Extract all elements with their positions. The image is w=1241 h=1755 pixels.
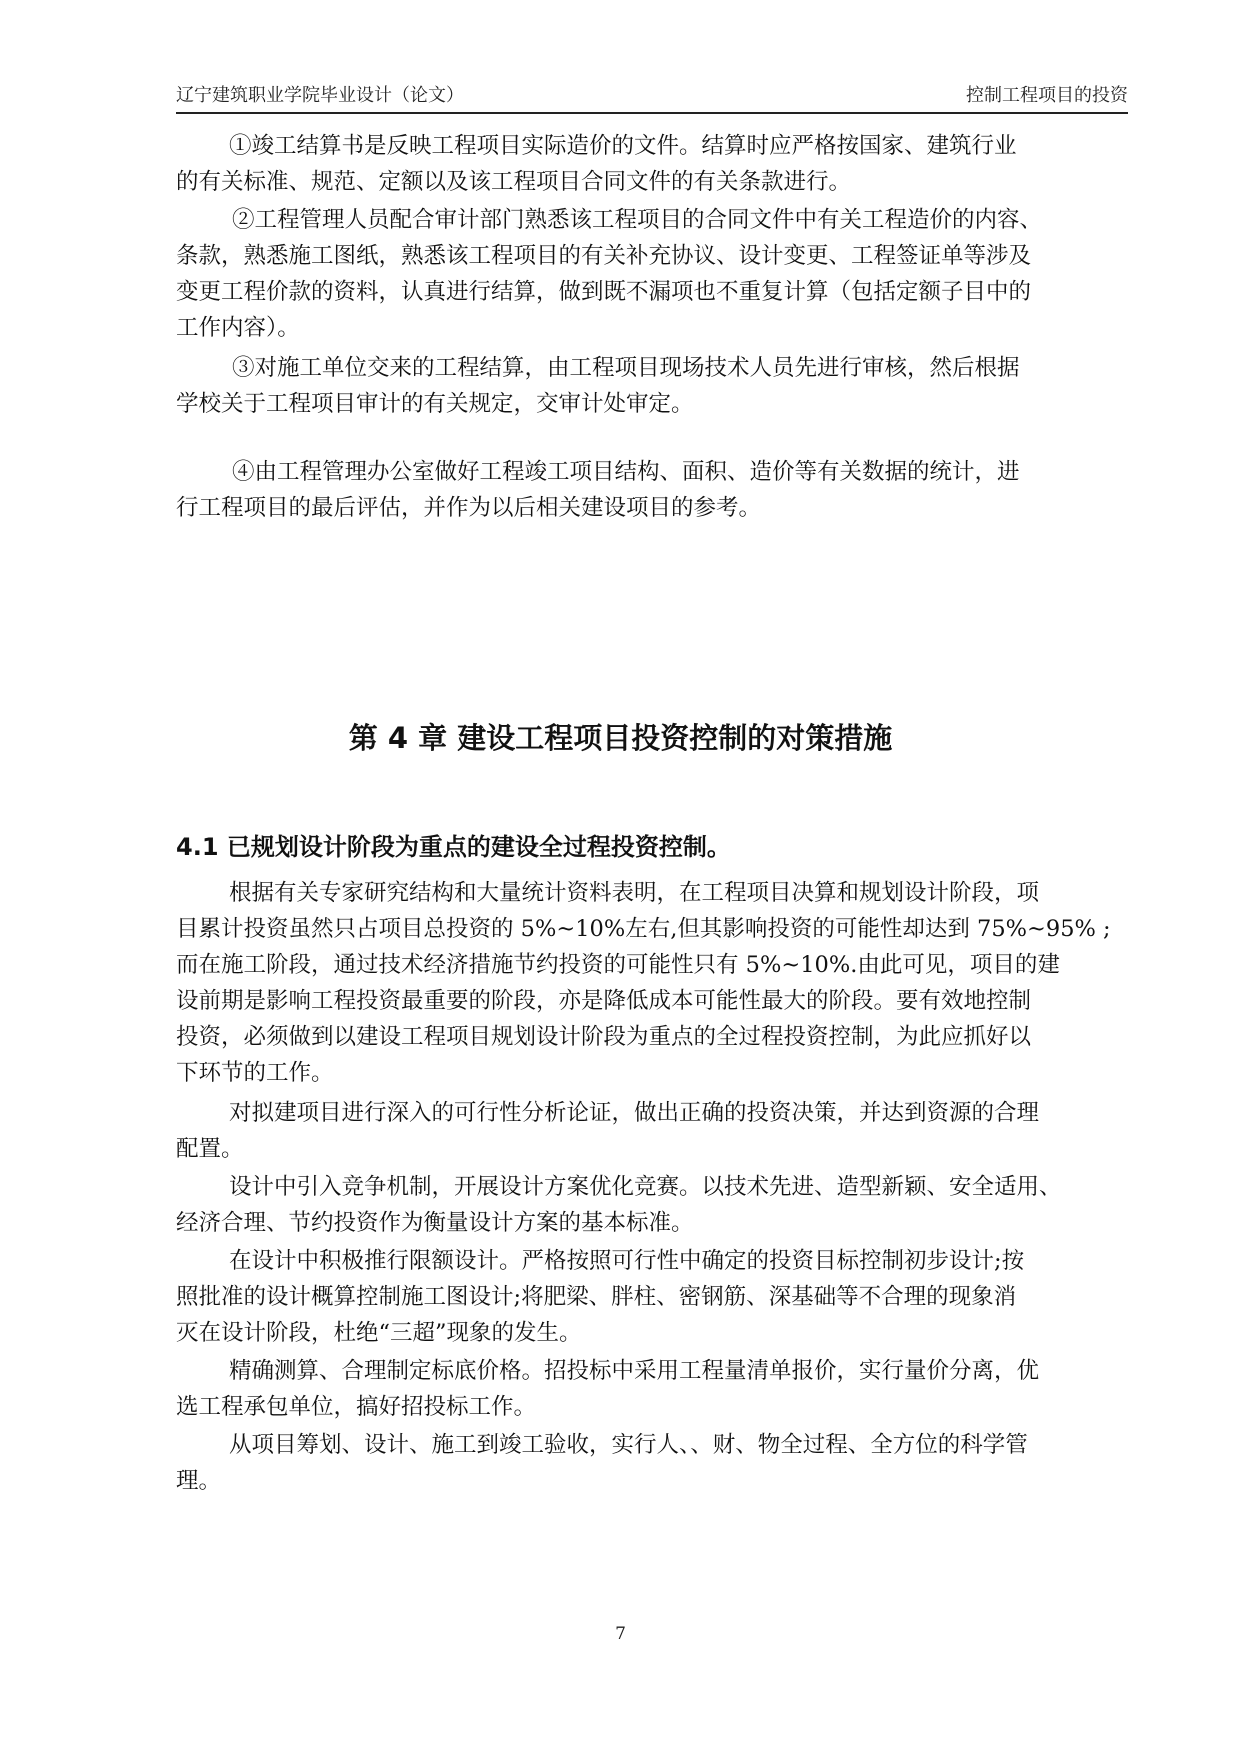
paragraph-line: 从项目筹划、设计、施工到竣工验收，实行人、、财、物全过程、全方位的科学管 bbox=[229, 1432, 1028, 1458]
section-paragraph-6 bbox=[176, 1427, 1134, 1499]
paragraph-line: 根据有关专家研究结构和大量统计资料表明，在工程项目决算和规划设计阶段，项 bbox=[229, 880, 1040, 906]
paragraph-line: ④由工程管理办公室做好工程竣工项目结构、面积、造价等有关数据的统计，进 bbox=[232, 459, 1020, 485]
paragraph-line: 对拟建项目进行深入的可行性分析论证，做出正确的投资决策，并达到资源的合理 bbox=[229, 1100, 1040, 1126]
paragraph-line: 目累计投资虽然只占项目总投资的 5%~10%左右,但其影响投资的可能性却达到 75%~95% ; bbox=[176, 916, 1111, 942]
paragraph-line: 学校关于工程项目审计的有关规定，交审计处审定。 bbox=[176, 391, 694, 417]
paragraph-line: 条款，熟悉施工图纸，熟悉该工程项目的有关补充协议、设计变更、工程签证单等涉及 bbox=[176, 243, 1032, 269]
page-number: 7 bbox=[615, 1624, 626, 1644]
paragraph-line: 下环节的工作。 bbox=[176, 1060, 334, 1086]
header-chapter-topic: 控制工程项目的投资 bbox=[966, 85, 1128, 106]
paragraph-line: 设前期是影响工程投资最重要的阶段，亦是降低成本可能性最大的阶段。要有效地控制 bbox=[176, 988, 1032, 1014]
section-paragraph-2 bbox=[176, 1095, 1134, 1167]
paragraph-line: ①竣工结算书是反映工程项目实际造价的文件。结算时应严格按国家、建筑行业 bbox=[229, 133, 1017, 159]
paragraph-line: 选工程承包单位，搞好招投标工作。 bbox=[176, 1394, 537, 1420]
paragraph-line: 灭在设计阶段，杜绝“三超”现象的发生。 bbox=[176, 1320, 582, 1346]
section-paragraph-5 bbox=[176, 1353, 1134, 1425]
section-paragraph-1 bbox=[176, 875, 1134, 1091]
paragraph-item-2 bbox=[176, 202, 1134, 346]
paragraph-line: 的有关标准、规范、定额以及该工程项目合同文件的有关条款进行。 bbox=[176, 169, 852, 195]
paragraph-line: ③对施工单位交来的工程结算，由工程项目现场技术人员先进行审核，然后根据 bbox=[232, 355, 1020, 381]
paragraph-line: 投资，必须做到以建设工程项目规划设计阶段为重点的全过程投资控制，为此应抓好以 bbox=[176, 1024, 1032, 1050]
paragraph-line: 经济合理、节约投资作为衡量设计方案的基本标准。 bbox=[176, 1210, 694, 1236]
paragraph-line: ②工程管理人员配合审计部门熟悉该工程项目的合同文件中有关工程造价的内容、 bbox=[232, 207, 1043, 233]
paragraph-line: 行工程项目的最后评估，并作为以后相关建设项目的参考。 bbox=[176, 495, 762, 521]
running-header bbox=[176, 82, 1128, 114]
chapter-title: 第 4 章 建设工程项目投资控制的对策措施 bbox=[348, 721, 893, 755]
paragraph-item-1 bbox=[176, 128, 1134, 200]
paragraph-line: 理。 bbox=[176, 1468, 222, 1494]
paragraph-line: 在设计中积极推行限额设计。严格按照可行性中确定的投资目标控制初步设计;按 bbox=[229, 1248, 1025, 1274]
paragraph-line: 工作内容）。 bbox=[176, 315, 300, 341]
section-paragraph-4 bbox=[176, 1243, 1134, 1351]
paragraph-item-4 bbox=[176, 454, 1134, 526]
paragraph-line: 而在施工阶段，通过技术经济措施节约投资的可能性只有 5%~10%.由此可见，项目的建 bbox=[176, 952, 1060, 978]
paragraph-line: 设计中引入竞争机制，开展设计方案优化竞赛。以技术先进、造型新颖、安全适用、 bbox=[229, 1174, 1062, 1200]
header-thesis-title: 辽宁建筑职业学院毕业设计（论文） bbox=[176, 85, 464, 106]
paragraph-line: 配置。 bbox=[176, 1136, 244, 1162]
paragraph-line: 变更工程价款的资料，认真进行结算，做到既不漏项也不重复计算（包括定额子目中的 bbox=[176, 279, 1032, 305]
paragraph-line: 精确测算、合理制定标底价格。招投标中采用工程量清单报价，实行量价分离，优 bbox=[229, 1358, 1040, 1384]
paragraph-item-3 bbox=[176, 350, 1134, 422]
section-paragraph-3 bbox=[176, 1169, 1134, 1241]
paragraph-line: 照批准的设计概算控制施工图设计;将肥梁、胖柱、密钢筋、深基础等不合理的现象消 bbox=[176, 1284, 1017, 1310]
section-title: 4.1 已规划设计阶段为重点的建设全过程投资控制。 bbox=[176, 833, 731, 861]
